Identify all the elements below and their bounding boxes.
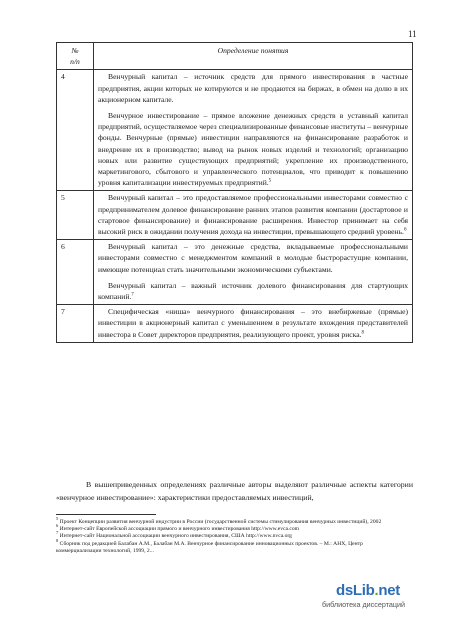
footnote-reference[interactable]: 5 <box>268 178 272 184</box>
definition-text: Венчурный капитал – это предоставляемое профессиональными инвесторами совместно с предпринимателем долевое финансирование ранних этапов развития компании (достартовое и стартовое финансирование) и финансирование расширения. Инвестор принимает на себя высокий риск в ожидании получения дохода на инвестиции, превышающего средний уровень. <box>98 193 408 237</box>
definition-text: Венчурный капитал – источник средств для прямого инвестирования в частные предприятия, акции которых не котируются и не продаются на биржах, в обмен на долю в их акционерном капитале. <box>98 72 408 104</box>
footnote-mark: 8 <box>56 537 59 543</box>
logo-dot: . <box>374 582 379 599</box>
row-number: 7 <box>57 305 94 343</box>
header-number-symbol: № <box>71 46 79 55</box>
row-number: 6 <box>57 240 94 305</box>
footnote-mark: 7 <box>56 530 59 536</box>
row-number: 4 <box>57 70 94 191</box>
header-number-column <box>57 43 94 70</box>
watermark-subtitle: библиотека диссертаций <box>322 600 406 609</box>
footnotes <box>56 516 396 555</box>
header-number-abbr: п/п <box>70 57 80 67</box>
definition-paragraph <box>98 110 408 188</box>
definition-paragraph <box>98 306 408 340</box>
definition-cell <box>94 240 413 305</box>
footnote-reference[interactable]: 7 <box>131 292 134 298</box>
footnote-divider <box>56 514 156 515</box>
definitions-table <box>56 42 413 343</box>
footnote-reference[interactable]: 6 <box>403 227 407 233</box>
definition-paragraph <box>98 71 408 105</box>
table-row <box>57 240 413 305</box>
definition-text: Специфическая «ниша» венчурного финансирования – это внебиржевые (прямые) инвестиции в акционерный капитал с уменьшением в результате вхождения представителей инвестора в Совет директоров предприятия, реализующего проект, уровня риска. <box>98 307 408 339</box>
definition-cell <box>94 70 413 191</box>
page-number: 11 <box>408 29 417 39</box>
definition-cell <box>94 191 413 240</box>
footnote-text: Сборник под редакцией Балабан А.М., Балабан М.А. Венчурное финансирование инновационных проектов. – М.: АНХ, Центр коммерциализации технологий, 1999, 2... <box>56 540 363 554</box>
dslib-logo <box>336 582 405 599</box>
row-number: 5 <box>57 191 94 240</box>
definition-text: Венчурный капитал – это денежные средства, вкладываемые профессиональными инвесторами совместно с менеджментом компаний в молодые быстрорастущие компании, имеющие потенциал стать значительными экономическими субъектами. <box>98 242 408 274</box>
definition-paragraph <box>98 280 408 302</box>
dslib-watermark[interactable] <box>322 582 406 609</box>
definition-text: Венчурное инвестирование – прямое вложение денежных средств в уставный капитал предприятий, осуществляемое через специализированные финансовые институты – венчурные фонды. Венчурные (прямые) инвестиции направляются на финансирование разработок и внедрение их в производство; вывод на рынок новых изделий и технологий; организацию новых или развитие существующих предприятий; укрепление их производственного, маркетингового, сбытового и управленческого потенциалов, что приводит к повышению уровня капитализации инвестируемых предприятий. <box>98 111 408 188</box>
table-row <box>57 70 413 191</box>
logo-main-text: dsLib <box>336 582 375 599</box>
footnote-item <box>56 530 396 540</box>
definition-text: Венчурный капитал – важный источник долевого финансирования для стартующих компаний. <box>98 280 408 302</box>
logo-tld-text: net <box>378 582 400 599</box>
footnote-text: Интернет-сайт Европейской ассоциации прямого и венчурного инвестирования http://www.evca.com <box>59 526 299 533</box>
footnote-item <box>56 537 396 555</box>
definition-cell <box>94 305 413 343</box>
footnote-reference[interactable]: 8 <box>361 330 364 336</box>
definition-paragraph <box>98 241 408 275</box>
footnote-text: Интернет-сайт Национальной ассоциации венчурного инвестирования, США http://www.nvca.org <box>59 533 292 540</box>
footnote-mark: 6 <box>56 523 59 529</box>
table-header-row <box>57 43 413 70</box>
footnote-mark: 5 <box>56 516 59 522</box>
footnote-text: Проект Концепции развития венчурной индустрии в России (государственной системы стимулирования венчурных инвестиций), 2002 <box>59 519 382 525</box>
table-body <box>57 70 413 342</box>
header-definition-column: Определение понятия <box>94 43 413 70</box>
table-row <box>57 305 413 343</box>
table-row <box>57 191 413 240</box>
definition-paragraph <box>98 192 408 237</box>
body-paragraph: В вышеприведенных определениях различные авторы выделяют различные аспекты категории «венчурное инвестирование»: характеристики предоставляемых инвестиций, <box>56 480 413 502</box>
